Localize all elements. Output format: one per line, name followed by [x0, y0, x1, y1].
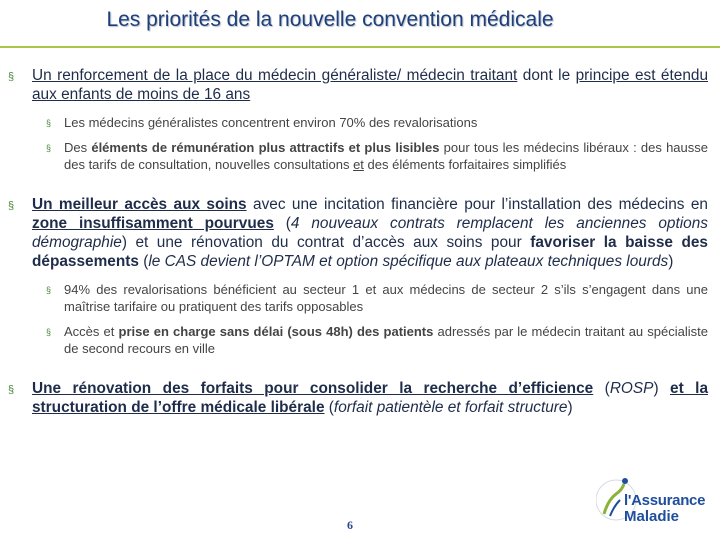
sub-bullet-marker-icon: §	[46, 285, 52, 295]
logo-line-1: l'Assurance	[624, 492, 706, 509]
item-2-italic: 4 nouveaux contrats remplacent les anciennes options démographie	[32, 215, 708, 251]
item-1-sub-2-bold: éléments de rémunération plus attractifs et plus lisibles	[91, 140, 440, 155]
item-2-text: avec une incitation financière pour l’installation des médecins en	[246, 196, 708, 213]
item-2-text: )	[668, 253, 674, 270]
item-3-text: (	[324, 399, 334, 416]
item-3-text: )	[653, 380, 671, 397]
sub-bullet-marker-icon: §	[46, 143, 52, 153]
bullet-marker-icon: §	[8, 384, 15, 396]
item-1-sub-1-text: Les médecins généralistes concentrent environ 70% des revalorisations	[64, 115, 478, 130]
slide-body	[0, 66, 720, 417]
item-2-heading: Un meilleur accès aux soins	[32, 196, 247, 213]
item-2-sub-1-text: 94% des revalorisations bénéficient au secteur 1 et aux médecins de secteur 2 s’ils s’engagent dans une maîtrise tarifaire ou pratiquent des tarifs opposables	[64, 282, 708, 314]
logo-line-2: Maladie	[624, 508, 680, 525]
item-3-text: )	[567, 399, 573, 416]
item-1-sub-2-text: Des	[64, 140, 92, 155]
item-3-bold-underlined: et la structuration de l’offre médicale libérale	[32, 380, 709, 416]
item-1-text-underlined: principe est étendu aux enfants de moins de 16 ans	[32, 67, 709, 103]
sub-bullet-marker-icon: §	[46, 118, 52, 128]
item-1-sub-2-text: pour tous les médecins libéraux : des hausse des tarifs de consultation, nouvelles consultations	[64, 140, 708, 172]
item-2-text: (	[273, 215, 291, 232]
item-1-sub-2-text: des éléments forfaitaires simplifiés	[363, 157, 567, 172]
item-3-heading: Une rénovation des forfaits pour consolider la recherche d’efficience	[32, 380, 594, 397]
sub-bullet-item	[0, 281, 720, 315]
sub-bullet-item	[0, 323, 720, 357]
sub-bullet-item	[0, 139, 720, 173]
title-divider	[0, 46, 720, 48]
sub-bullet-item	[0, 114, 720, 131]
item-2-bold-underlined: zone insuffisamment pourvues	[32, 215, 274, 232]
item-1-text: dont le	[517, 67, 576, 84]
item-3-italic: forfait patientèle et forfait structure	[333, 399, 568, 416]
bullet-marker-icon: §	[8, 71, 15, 83]
sub-bullet-marker-icon: §	[46, 327, 52, 337]
item-2-sub-2-text: adressés par le médecin traitant au spécialiste de second recours en ville	[64, 324, 708, 356]
page-number: 6	[347, 518, 353, 532]
item-2-bold: favoriser la baisse des dépassements	[32, 234, 708, 270]
item-3-text: (	[593, 380, 610, 397]
item-2-text: (	[138, 253, 149, 270]
item-1-heading: Un renforcement de la place du médecin généraliste/ médecin traitant	[32, 67, 518, 84]
item-2-text: ) et une rénovation du contrat d’accès aux soins pour	[121, 234, 531, 251]
item-2-sub-2-bold: prise en charge sans délai (sous 48h) des patients	[118, 324, 434, 339]
page-title: Les priorités de la nouvelle convention médicale	[106, 8, 554, 31]
item-2-sub-2-text: Accès et	[64, 324, 119, 339]
item-1-sub-2-underlined: et	[353, 157, 364, 172]
item-3-italic: ROSP	[609, 380, 654, 397]
bullet-item	[0, 66, 720, 104]
assurance-maladie-logo	[596, 470, 716, 534]
bullet-marker-icon: §	[8, 200, 15, 212]
bullet-item	[0, 195, 720, 271]
item-2-italic: le CAS devient l’OPTAM et option spécifique aux plateaux techniques lourds	[148, 253, 669, 270]
bullet-item	[0, 379, 720, 417]
